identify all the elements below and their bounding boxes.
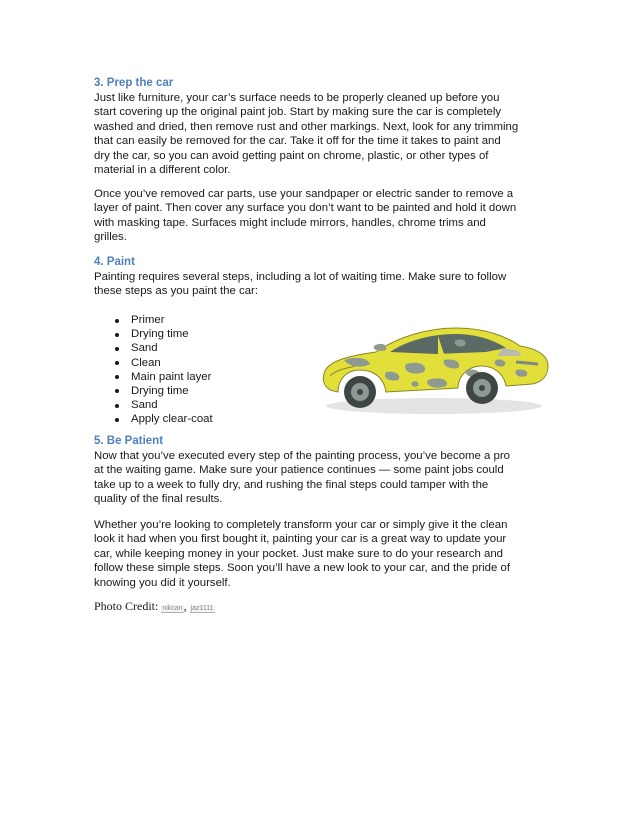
text-line: Whether you’re looking to completely transform your car or simply give it the clean — [94, 519, 508, 531]
credit-link-nikcan[interactable]: nikcan — [162, 605, 183, 612]
text-line: layer of paint. Then cover any surface you don’t want to be painted and hold it down — [94, 202, 517, 215]
list-item — [94, 313, 294, 327]
bullet-icon — [115, 319, 119, 323]
section-heading-prep-the-car: 3. Prep the car — [94, 77, 174, 89]
list-item-label: Sand — [131, 399, 158, 412]
list-item-label: Primer — [131, 314, 165, 326]
credit-link-jaz1111[interactable]: jaz1111 — [190, 605, 214, 612]
text-line: follow these simple steps. Soon you’ll have a new look to your car, and the pride of — [94, 562, 510, 575]
text-line: these steps as you paint the car: — [94, 285, 258, 298]
list-item-label: Sand — [131, 342, 158, 355]
list-item-label: Apply clear-coat — [131, 413, 213, 426]
text-line: Once you’ve removed car parts, use your sandpaper or electric sander to remove a — [94, 188, 514, 200]
text-line: quality of the final results. — [94, 493, 223, 506]
bullet-icon — [115, 418, 119, 422]
bullet-icon — [115, 404, 119, 408]
list-item — [94, 384, 294, 398]
text-line: with masking tape. Surfaces might include mirrors, handles, chrome trims and — [94, 216, 486, 229]
section-heading-be-patient: 5. Be Patient — [94, 435, 164, 447]
text-line: take up to a week to fully dry, and rushing the final steps could tamper with the — [94, 478, 489, 491]
list-item-label: Drying time — [131, 384, 189, 397]
list-item — [94, 327, 294, 341]
list-item-label: Drying time — [131, 328, 189, 341]
list-item — [94, 370, 294, 384]
text-line: that can easily be removed for the car. Take it off for the time it takes to paint and — [94, 135, 501, 148]
paint-steps-list — [94, 313, 294, 427]
paragraph-patient-2 — [94, 518, 554, 590]
bullet-icon — [115, 361, 119, 365]
paragraph-paint-1 — [94, 270, 554, 299]
text-line: Just like furniture, your car’s surface needs to be properly cleaned up before you — [94, 92, 500, 104]
text-line: grilles. — [94, 231, 127, 244]
text-line: Now that you’ve executed every step of the painting process, you’ve become a pro — [94, 450, 510, 462]
list-item — [94, 356, 294, 370]
list-item-label: Clean — [131, 356, 161, 369]
text-line: dry the car, so you can avoid getting paint on chrome, plastic, or other types of — [94, 149, 489, 162]
text-line: look it had when you first bought it, painting your car is a great way to update your — [94, 533, 507, 546]
list-item — [94, 412, 294, 426]
text-line: Painting requires several steps, including a lot of waiting time. Make sure to follow — [94, 271, 507, 283]
text-line: material in a different color. — [94, 164, 231, 177]
bullet-icon — [115, 389, 119, 393]
bullet-icon — [115, 347, 119, 351]
list-item-label: Main paint layer — [131, 370, 212, 383]
text-line: car, while keeping money in your pocket. Just make sure to do your research and — [94, 547, 504, 560]
credit-separator: , — [183, 599, 190, 613]
paragraph-prep-2 — [94, 187, 554, 245]
photo-credit — [94, 599, 215, 614]
section-heading-paint: 4. Paint — [94, 256, 135, 268]
bullet-icon — [115, 375, 119, 379]
primer-patched-yellow-car-photo — [316, 310, 556, 420]
text-line: start covering up the original paint job. Start by making sure the car is completely — [94, 106, 502, 119]
text-line: knowing you did it yourself. — [94, 576, 231, 589]
car-icon — [316, 310, 556, 420]
photo-credit-label: Photo Credit: — [94, 599, 159, 613]
paragraph-patient-1 — [94, 449, 554, 507]
list-item — [94, 398, 294, 412]
list-item — [94, 341, 294, 355]
text-line: washed and dried, then remove rust and other markings. Next, look for any trimming — [94, 120, 519, 133]
text-line: at the waiting game. Make sure your patience continues — some paint jobs could — [94, 464, 504, 477]
bullet-icon — [115, 333, 119, 337]
paragraph-prep-1 — [94, 91, 554, 177]
